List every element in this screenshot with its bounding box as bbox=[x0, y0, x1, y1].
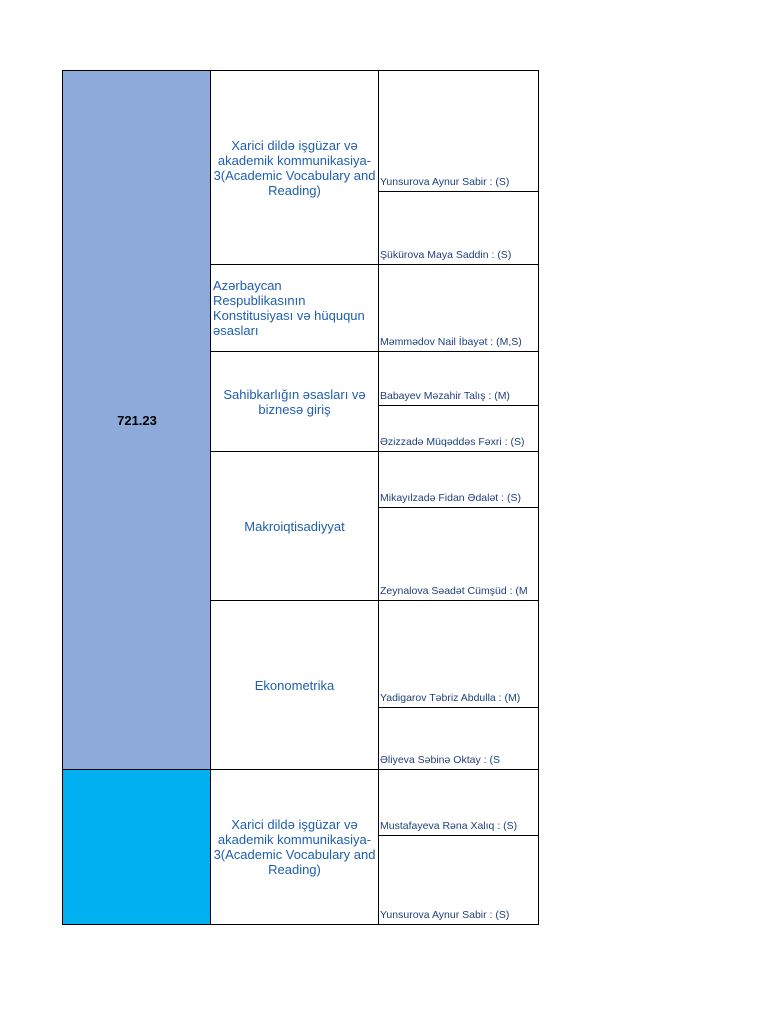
teacher-name: Yunsurova Aynur Sabir : (S) bbox=[380, 909, 510, 921]
subject-name: Makroiqtisadiyyat bbox=[244, 518, 345, 534]
subject-name: Xarici dildə işgüzar və akademik kommunikasiya-3(Academic Vocabulary and Reading) bbox=[213, 817, 376, 877]
teacher-name: Əliyeva Səbinə Oktay : (S bbox=[380, 754, 500, 766]
teacher-cell bbox=[378, 707, 539, 770]
group-cell-721-23 bbox=[62, 70, 211, 770]
subject-cell bbox=[210, 451, 379, 601]
subject-cell bbox=[210, 351, 379, 452]
teacher-name: Mikayılzadə Fidan Ədalət : (S) bbox=[380, 492, 521, 504]
subject-cell bbox=[210, 769, 379, 925]
teacher-cell bbox=[378, 264, 539, 352]
subject-name: Azərbaycan Respublikasının Konstitusiyası və hüququn əsasları bbox=[213, 278, 365, 338]
subject-name: Ekonometrika bbox=[254, 677, 335, 693]
group-code: 721.23 bbox=[117, 412, 157, 428]
subject-cell bbox=[210, 600, 379, 770]
teacher-cell bbox=[378, 769, 539, 836]
teacher-cell bbox=[378, 835, 539, 925]
subject-cell bbox=[210, 264, 379, 352]
subject-cell bbox=[210, 70, 379, 265]
teacher-name: Mustafayeva Rəna Xalıq : (S) bbox=[380, 820, 518, 832]
teacher-name: Yadigarov Təbriz Abdulla : (M) bbox=[380, 692, 521, 704]
teacher-cell bbox=[378, 351, 539, 406]
subject-name: Sahibkarlığın əsasları və biznesə giriş bbox=[223, 386, 366, 417]
teacher-cell bbox=[378, 405, 539, 452]
teacher-name: Yunsurova Aynur Sabir : (S) bbox=[380, 176, 510, 188]
teacher-name: Zeynalova Səadət Cümşüd : (M bbox=[380, 585, 528, 597]
teacher-cell bbox=[378, 600, 539, 708]
teacher-cell bbox=[378, 507, 539, 601]
teacher-name: Babayev Məzahir Talış : (M) bbox=[380, 390, 510, 402]
teacher-cell bbox=[378, 451, 539, 508]
teacher-cell bbox=[378, 70, 539, 192]
teacher-name: Məmmədov Nail İbayət : (M,S) bbox=[380, 336, 522, 348]
teacher-name: Şükürova Maya Saddin : (S) bbox=[380, 249, 512, 261]
teacher-cell bbox=[378, 191, 539, 265]
teacher-name: Əzizzadə Müqəddəs Fəxri : (S) bbox=[380, 436, 525, 448]
group-cell-2 bbox=[62, 769, 211, 925]
subject-name: Xarici dildə işgüzar və akademik kommunikasiya-3(Academic Vocabulary and Reading) bbox=[213, 137, 376, 198]
